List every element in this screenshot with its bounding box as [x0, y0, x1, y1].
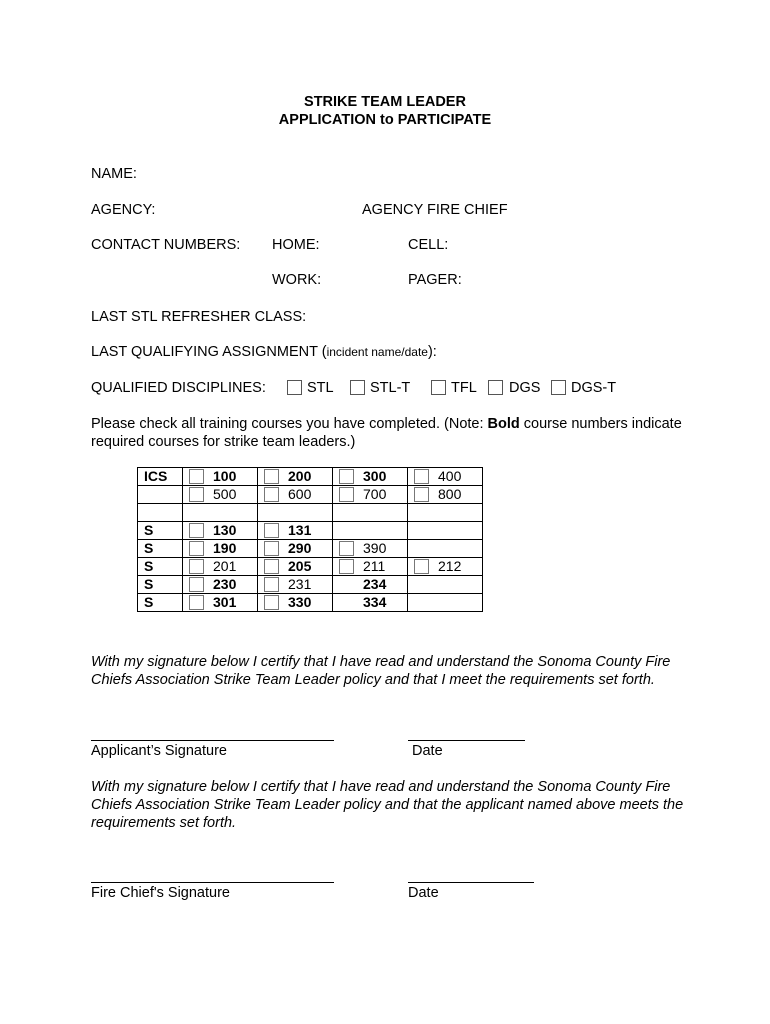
course-category-label: S: [138, 594, 183, 612]
course-row: [138, 522, 483, 540]
applicant-signature-label: Applicant’s Signature: [91, 743, 227, 759]
course-cell: [408, 576, 483, 594]
home-phone-label: HOME:: [272, 237, 320, 253]
course-checkbox[interactable]: [339, 559, 354, 574]
course-number: 190: [213, 540, 237, 556]
course-cell: [408, 522, 483, 540]
course-category-label: [138, 504, 183, 522]
course-cell: [333, 486, 408, 504]
course-category-label: S: [138, 522, 183, 540]
course-cell: [333, 576, 408, 594]
chief-certification-text: With my signature below I certify that I have read and understand the Sonoma County Fire Chiefs Association Strike Team Leader policy and that the applicant named above meets the requirements set forth.: [91, 779, 684, 831]
course-checkbox[interactable]: [189, 469, 204, 484]
course-cell: [408, 504, 483, 522]
course-row: [138, 594, 483, 612]
course-number: 600: [288, 486, 312, 502]
course-cell: [183, 576, 258, 594]
course-row: [138, 558, 483, 576]
work-phone-label: WORK:: [272, 272, 322, 288]
last-assignment-hint: incident name/date: [326, 345, 428, 359]
course-category-label: ICS: [138, 468, 183, 486]
course-checkbox[interactable]: [264, 469, 279, 484]
course-cell: [183, 594, 258, 612]
course-cell: [408, 486, 483, 504]
course-number: 700: [363, 486, 387, 502]
course-cell: [333, 504, 408, 522]
course-number: 334: [363, 594, 387, 610]
course-checkbox[interactable]: [264, 523, 279, 538]
course-cell: [183, 468, 258, 486]
applicant-date-label: Date: [412, 743, 443, 759]
course-checkbox[interactable]: [189, 487, 204, 502]
course-cell: [408, 540, 483, 558]
qualified-disciplines-label: QUALIFIED DISCIPLINES:: [91, 380, 266, 396]
course-cell: [258, 522, 333, 540]
course-number: 100: [213, 468, 237, 484]
course-cell: [183, 486, 258, 504]
agency-fire-chief-label: AGENCY FIRE CHIEF: [362, 202, 508, 218]
applicant-certification-text: With my signature below I certify that I have read and understand the Sonoma County Fire Chiefs Association Strike Team Leader policy and that I meet the requirements set forth.: [91, 654, 671, 688]
course-number: 330: [288, 594, 312, 610]
discipline-stl-t-checkbox[interactable]: [350, 380, 365, 395]
course-cell: [333, 558, 408, 576]
course-number: 234: [363, 576, 387, 592]
course-row: [138, 486, 483, 504]
chief-signature-line[interactable]: [91, 882, 334, 883]
course-cell: [408, 468, 483, 486]
course-cell: [258, 540, 333, 558]
course-number: 130: [213, 522, 237, 538]
course-checkbox[interactable]: [189, 523, 204, 538]
course-checkbox[interactable]: [339, 487, 354, 502]
course-number: 201: [213, 558, 237, 574]
course-number: 212: [438, 558, 462, 574]
discipline-stl-t-label: STL-T: [370, 380, 411, 396]
course-checkbox[interactable]: [189, 559, 204, 574]
course-number: 200: [288, 468, 312, 484]
course-cell: [333, 468, 408, 486]
course-checkbox[interactable]: [264, 487, 279, 502]
course-number: 301: [213, 594, 237, 610]
course-category-label: S: [138, 558, 183, 576]
form-title-line2: APPLICATION to PARTICIPATE: [278, 112, 492, 128]
course-cell: [333, 522, 408, 540]
discipline-stl-checkbox[interactable]: [287, 380, 302, 395]
course-checkbox[interactable]: [414, 487, 429, 502]
course-checkbox[interactable]: [189, 577, 204, 592]
course-number: 800: [438, 486, 462, 502]
course-checkbox[interactable]: [339, 469, 354, 484]
course-cell: [183, 540, 258, 558]
course-cell: [333, 540, 408, 558]
course-cell: [183, 558, 258, 576]
course-cell: [183, 522, 258, 540]
course-cell: [258, 576, 333, 594]
course-number: 205: [288, 558, 312, 574]
course-cell: [258, 558, 333, 576]
course-row: [138, 576, 483, 594]
course-checkbox[interactable]: [414, 469, 429, 484]
course-number: 131: [288, 522, 312, 538]
course-checkbox[interactable]: [264, 559, 279, 574]
discipline-dgs-t-checkbox[interactable]: [551, 380, 566, 395]
training-courses-table: [137, 467, 483, 612]
course-checkbox[interactable]: [189, 595, 204, 610]
course-cell: [408, 594, 483, 612]
last-assignment-label: LAST QUALIFYING ASSIGNMENT (incident name/date):: [91, 344, 437, 360]
chief-date-line[interactable]: [408, 882, 534, 883]
last-refresher-label: LAST STL REFRESHER CLASS:: [91, 309, 307, 325]
discipline-tfl-label: TFL: [451, 380, 477, 396]
course-category-label: S: [138, 540, 183, 558]
course-checkbox[interactable]: [339, 541, 354, 556]
chief-signature-label: Fire Chief's Signature: [91, 885, 230, 901]
discipline-tfl-checkbox[interactable]: [431, 380, 446, 395]
discipline-dgs-checkbox[interactable]: [488, 380, 503, 395]
course-number: 211: [363, 558, 386, 574]
course-cell: [408, 558, 483, 576]
chief-date-label: Date: [408, 885, 439, 901]
agency-label: AGENCY:: [91, 202, 156, 218]
training-instructions: Please check all training courses you have completed. (Note: Bold course numbers indicate required courses for strike team leaders.): [91, 416, 682, 450]
discipline-dgs-t-label: DGS-T: [571, 380, 617, 396]
course-checkbox[interactable]: [264, 595, 279, 610]
course-number: 400: [438, 468, 462, 484]
course-row: [138, 504, 483, 522]
course-checkbox[interactable]: [414, 559, 429, 574]
applicant-date-line[interactable]: [408, 740, 525, 741]
course-number: 390: [363, 540, 387, 556]
course-category-label: [138, 486, 183, 504]
course-number: 500: [213, 486, 237, 502]
course-cell: [333, 594, 408, 612]
course-checkbox[interactable]: [189, 541, 204, 556]
course-number: 230: [213, 576, 237, 592]
discipline-stl-label: STL: [307, 380, 334, 396]
course-checkbox[interactable]: [264, 541, 279, 556]
contact-numbers-label: CONTACT NUMBERS:: [91, 237, 241, 253]
course-cell: [258, 594, 333, 612]
cell-phone-label: CELL:: [408, 237, 449, 253]
course-cell: [258, 468, 333, 486]
course-cell: [258, 486, 333, 504]
pager-label: PAGER:: [408, 272, 462, 288]
course-row: [138, 468, 483, 486]
course-number: 300: [363, 468, 387, 484]
course-row: [138, 540, 483, 558]
applicant-signature-line[interactable]: [91, 740, 334, 741]
name-label: NAME:: [91, 166, 137, 182]
course-cell: [183, 504, 258, 522]
course-number: 290: [288, 540, 312, 556]
course-number: 231: [288, 576, 312, 592]
course-checkbox[interactable]: [264, 577, 279, 592]
course-cell: [258, 504, 333, 522]
course-category-label: S: [138, 576, 183, 594]
form-title-line1: STRIKE TEAM LEADER: [304, 94, 466, 110]
discipline-dgs-label: DGS: [509, 380, 541, 396]
